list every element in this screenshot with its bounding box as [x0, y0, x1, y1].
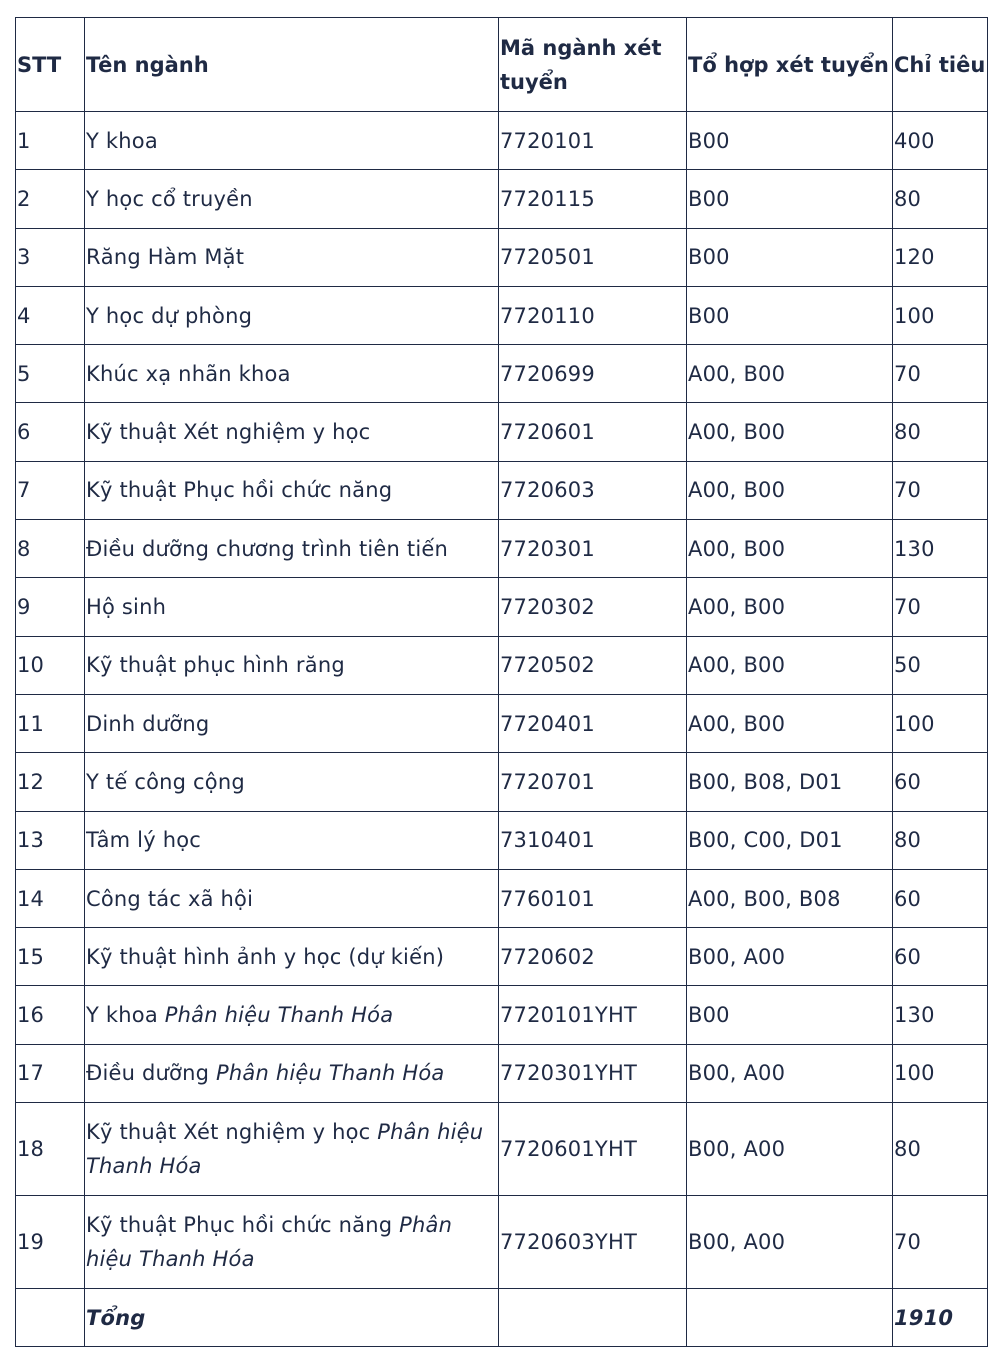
campus-name: Phân hiệu Thanh Hóa: [86, 1120, 484, 1179]
major-name: Kỹ thuật phục hình răng: [86, 653, 345, 678]
stt-cell: 5: [16, 345, 85, 403]
subject-combo-cell: A00, B00: [687, 578, 893, 636]
major-code-cell: 7720701: [499, 753, 687, 811]
header-to-hop: Tổ hợp xét tuyển: [687, 18, 893, 112]
total-row: [16, 1289, 988, 1347]
quota-cell: 50: [893, 636, 988, 694]
major-name-cell: [85, 403, 499, 461]
major-code-cell: 7720602: [499, 928, 687, 986]
major-name: Kỹ thuật Phục hồi chức năng: [86, 478, 393, 503]
major-code-cell: 7720502: [499, 636, 687, 694]
table-row: [16, 170, 988, 228]
table-row: [16, 636, 988, 694]
major-name: Kỹ thuật Xét nghiệm y học: [86, 420, 371, 445]
major-code-cell: 7720601YHT: [499, 1103, 687, 1196]
stt-cell: 2: [16, 170, 85, 228]
subject-combo-cell: A00, B00: [687, 461, 893, 519]
quota-cell: 80: [893, 170, 988, 228]
major-name: Y khoa: [86, 128, 158, 153]
stt-cell: 13: [16, 811, 85, 869]
major-code-cell: 7720115: [499, 170, 687, 228]
major-name-cell: [85, 869, 499, 927]
quota-cell: 130: [893, 986, 988, 1044]
quota-cell: 80: [893, 1103, 988, 1196]
major-name: Điều dưỡng chương trình tiên tiến: [86, 536, 449, 561]
subject-combo-cell: A00, B00: [687, 403, 893, 461]
stt-cell: 6: [16, 403, 85, 461]
quota-cell: 100: [893, 694, 988, 752]
major-code-cell: 7760101: [499, 869, 687, 927]
stt-cell: 16: [16, 986, 85, 1044]
quota-cell: 120: [893, 228, 988, 286]
table-row: [16, 403, 988, 461]
header-row: [16, 18, 988, 112]
stt-cell: 9: [16, 578, 85, 636]
table-row: [16, 461, 988, 519]
stt-cell: 1: [16, 112, 85, 170]
table-row: [16, 112, 988, 170]
quota-cell: 60: [893, 928, 988, 986]
stt-cell: 15: [16, 928, 85, 986]
major-name: Y khoa: [86, 1003, 165, 1028]
subject-combo-cell: B00, A00: [687, 1103, 893, 1196]
major-name: Điều dưỡng: [86, 1061, 217, 1086]
table-row: [16, 928, 988, 986]
header-ma-nganh: Mã ngành xét tuyển: [499, 18, 687, 112]
stt-cell: 17: [16, 1044, 85, 1102]
major-name-cell: [85, 694, 499, 752]
major-code-cell: 7720302: [499, 578, 687, 636]
admission-quota-table: [15, 17, 988, 1347]
major-code-cell: 7720501: [499, 228, 687, 286]
major-code-cell: 7720601: [499, 403, 687, 461]
table-row: [16, 345, 988, 403]
subject-combo-cell: B00: [687, 112, 893, 170]
table-row: [16, 578, 988, 636]
major-name-cell: [85, 461, 499, 519]
major-name: Hộ sinh: [86, 595, 167, 620]
subject-combo-cell: B00, B08, D01: [687, 753, 893, 811]
campus-name: Phân hiệu Thanh Hóa: [216, 1061, 445, 1086]
table-row: [16, 228, 988, 286]
quota-cell: 130: [893, 520, 988, 578]
campus-name: Phân hiệu Thanh Hóa: [86, 1213, 453, 1272]
major-name-cell: [85, 753, 499, 811]
subject-combo-cell: B00, C00, D01: [687, 811, 893, 869]
major-name-cell: [85, 170, 499, 228]
subject-combo-cell: B00: [687, 986, 893, 1044]
total-combo-cell: [687, 1289, 893, 1347]
major-code-cell: 7720603YHT: [499, 1196, 687, 1289]
subject-combo-cell: B00, A00: [687, 1044, 893, 1102]
major-code-cell: 7720603: [499, 461, 687, 519]
total-stt-cell: [16, 1289, 85, 1347]
stt-cell: 8: [16, 520, 85, 578]
table-row: [16, 869, 988, 927]
major-code-cell: 7720110: [499, 286, 687, 344]
stt-cell: 12: [16, 753, 85, 811]
quota-cell: 400: [893, 112, 988, 170]
quota-cell: 70: [893, 345, 988, 403]
subject-combo-cell: A00, B00: [687, 345, 893, 403]
major-name-cell: [85, 986, 499, 1044]
subject-combo-cell: A00, B00: [687, 694, 893, 752]
stt-cell: 19: [16, 1196, 85, 1289]
subject-combo-cell: A00, B00: [687, 636, 893, 694]
total-label: Tổng: [85, 1289, 499, 1347]
major-name: Răng Hàm Mặt: [86, 245, 245, 270]
major-name: Kỹ thuật hình ảnh y học (dự kiến): [86, 944, 445, 969]
major-code-cell: 7720401: [499, 694, 687, 752]
table-row: [16, 1044, 988, 1102]
major-code-cell: 7720699: [499, 345, 687, 403]
major-name: Kỹ thuật Phục hồi chức năng: [86, 1213, 400, 1238]
table-row: [16, 1196, 988, 1289]
quota-cell: 100: [893, 286, 988, 344]
subject-combo-cell: A00, B00, B08: [687, 869, 893, 927]
major-name-cell: [85, 1044, 499, 1102]
quota-cell: 100: [893, 1044, 988, 1102]
stt-cell: 14: [16, 869, 85, 927]
major-code-cell: 7310401: [499, 811, 687, 869]
stt-cell: 10: [16, 636, 85, 694]
quota-cell: 80: [893, 403, 988, 461]
quota-cell: 70: [893, 1196, 988, 1289]
major-code-cell: 7720101: [499, 112, 687, 170]
campus-name: Phân hiệu Thanh Hóa: [164, 1003, 394, 1028]
subject-combo-cell: B00: [687, 228, 893, 286]
table-row: [16, 986, 988, 1044]
subject-combo-cell: A00, B00: [687, 520, 893, 578]
quota-cell: 80: [893, 811, 988, 869]
quota-cell: 60: [893, 869, 988, 927]
header-chi-tieu: Chỉ tiêu: [893, 18, 988, 112]
quota-cell: 70: [893, 461, 988, 519]
stt-cell: 4: [16, 286, 85, 344]
subject-combo-cell: B00: [687, 286, 893, 344]
stt-cell: 3: [16, 228, 85, 286]
major-name-cell: [85, 811, 499, 869]
major-name-cell: [85, 928, 499, 986]
subject-combo-cell: B00, A00: [687, 1196, 893, 1289]
subject-combo-cell: B00: [687, 170, 893, 228]
major-name-cell: [85, 112, 499, 170]
header-stt: STT: [16, 18, 85, 112]
major-name-cell: [85, 520, 499, 578]
quota-cell: 60: [893, 753, 988, 811]
major-name-cell: [85, 636, 499, 694]
major-name-cell: [85, 228, 499, 286]
total-value: 1910: [893, 1289, 988, 1347]
major-name: Tâm lý học: [86, 828, 202, 853]
major-name: Y tế công cộng: [86, 769, 245, 794]
stt-cell: 18: [16, 1103, 85, 1196]
major-code-cell: 7720301YHT: [499, 1044, 687, 1102]
table-row: [16, 1103, 988, 1196]
quota-cell: 70: [893, 578, 988, 636]
table-row: [16, 286, 988, 344]
major-code-cell: 7720101YHT: [499, 986, 687, 1044]
table-row: [16, 753, 988, 811]
header-ten-nganh: Tên ngành: [85, 18, 499, 112]
major-name: Khúc xạ nhãn khoa: [86, 361, 291, 386]
major-name: Y học dự phòng: [86, 303, 253, 328]
table-row: [16, 694, 988, 752]
table-row: [16, 520, 988, 578]
major-name-cell: [85, 286, 499, 344]
subject-combo-cell: B00, A00: [687, 928, 893, 986]
stt-cell: 7: [16, 461, 85, 519]
major-name: Công tác xã hội: [86, 886, 254, 911]
major-name-cell: [85, 1103, 499, 1196]
major-name-cell: [85, 578, 499, 636]
major-name-cell: [85, 345, 499, 403]
total-code-cell: [499, 1289, 687, 1347]
table-body: [16, 112, 988, 1347]
major-name: Y học cổ truyền: [86, 186, 253, 211]
table-row: [16, 811, 988, 869]
major-name-cell: [85, 1196, 499, 1289]
major-name: Kỹ thuật Xét nghiệm y học: [86, 1120, 378, 1145]
stt-cell: 11: [16, 694, 85, 752]
major-name: Dinh dưỡng: [86, 711, 210, 736]
major-code-cell: 7720301: [499, 520, 687, 578]
